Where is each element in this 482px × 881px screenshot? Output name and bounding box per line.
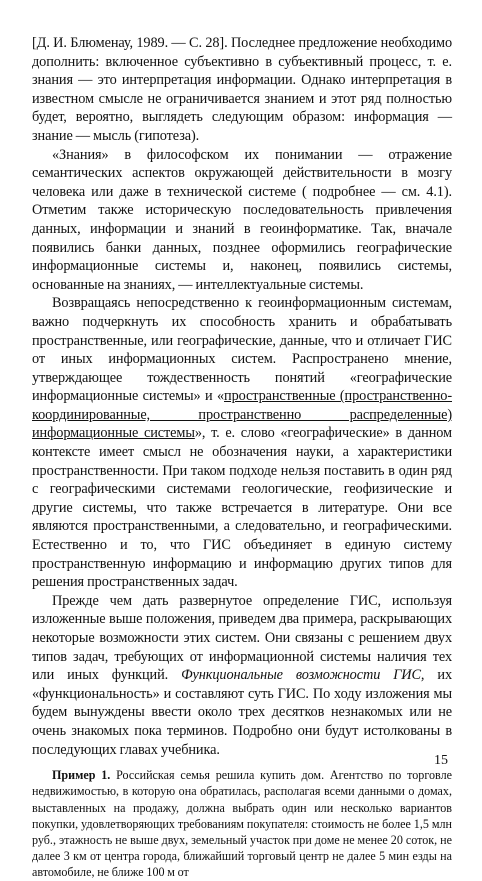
- paragraph-4-text-a: Прежде чем дать развернутое определение ГИС, используя изложенные выше положения, приведем два примера, раскрывающих некоторые возможности этих систем. Они связаны с решением двух типов задач, требующих от информационной системы наличия тех или иных функций.: [32, 592, 452, 684]
- example-text: Российская семья решила купить дом. Агентство по торговле недвижимостью, в которую она обратилась, располагая всеми данными о домах, выставленных на продажу, должна выбрать один или несколько вариантов покупки, удовлетворяющих требованиям покупателя: стоимость не более 1,5 млн руб., этажность не выше двух, земельный участок при доме не менее 20 соток, не далее 3 км от центра города, ближайший торговый центр не далее 5 мин езды на автомобиле, не ближе 100 м от: [32, 768, 453, 880]
- paragraph-2-text: «Знания» в философском их понимании — отражение семантических аспектов окружающей действительности в мозгу человека или даже в технической системе ( подробнее — см. 4.1). Отметим также историческую последовательность привлечения данных, информации и знаний в геоинформатике. Так, вначале появились банки данных, позднее оформились географические информационные системы и, наконец, появились системы, основанные на знаниях, — интеллектуальные системы.: [32, 146, 452, 293]
- example-block: [32, 767, 452, 880]
- paragraph-2: [32, 146, 452, 295]
- paragraph-4-text-b: их «функциональность» и составляют суть ГИС. По ходу изложения мы будем вынуждены ввести около трех десятков незнакомых или не очень знакомых пока терминов. Подробно они будут истолкованы в последующих главах учебника.: [32, 667, 452, 758]
- underlined-term: пространственные (пространственно-координированные, пространственно распределенные) информационные системы: [32, 388, 452, 442]
- paragraph-3: [32, 294, 452, 592]
- example-label: Пример 1.: [52, 768, 111, 783]
- paragraph-4: [32, 592, 452, 759]
- italic-term: Функциональные возможности ГИС,: [181, 667, 425, 684]
- paragraph-3-text-b: », т. е. слово «географические» в данном контексте имеет смысл не обозначения науки, а характеристики пространственности. При таком подходе нельзя поставить в один ряд с географическими системами геологические, геофизические и другие системы, что также встречается в литературе. Они все являются пространственными, а следовательно, и географическими. Естественно и то, что ГИС объединяет в единую систему пространственную информацию и информацию других типов для решения пространственных задач.: [32, 425, 452, 591]
- paragraph-1: [32, 34, 452, 146]
- paragraph-3-text-a: Возвращаясь непосредственно к геоинформационным системам, важно подчеркнуть их способность хранить и обрабатывать пространственные, или географические, данные, что и отличает ГИС от иных информационных систем. Распространено мнение, утверждающее тождественность понятий «географические информационные системы» и «: [32, 295, 452, 405]
- paragraph-1-text: [Д. И. Блюменау, 1989. — С. 28]. Последнее предложение необходимо дополнить: включенное субъективно в субъективный процесс, т. е. знания — это интерпретация информации. Однако интерпретация в известном смысле не ограничивается знанием и этот ряд полностью будет, вероятно, выглядеть следующим образом: информация — знание — мысль (гипотеза).: [32, 35, 452, 144]
- page-number: 15: [434, 753, 448, 768]
